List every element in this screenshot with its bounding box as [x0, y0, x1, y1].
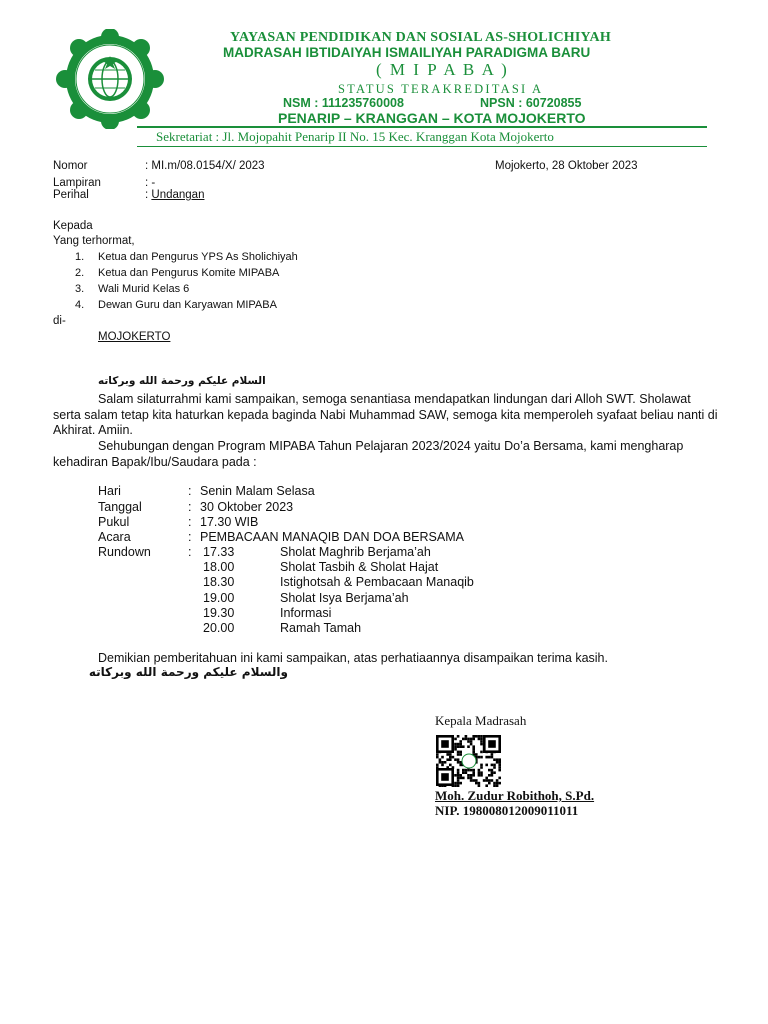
recipient-city: MOJOKERTO	[98, 331, 171, 343]
paragraph-1-line-2: serta salam tetap kita haturkan kepada baginda Nabi Muhammad SAW, semoga kita memperoleh syafaat beliau nanti di	[53, 408, 718, 422]
detail-colon: :	[188, 484, 192, 498]
acara-value: PEMBACAAN MANAQIB DAN DOA BERSAMA	[200, 530, 464, 544]
school-location: PENARIP – KRANGGAN – KOTA MOJOKERTO	[278, 110, 586, 126]
place-date: Mojokerto, 28 Oktober 2023	[495, 160, 638, 172]
foundation-name: YAYASAN PENDIDIKAN DAN SOSIAL AS-SHOLICHIYAH	[230, 30, 611, 45]
rundown-label: Rundown	[98, 545, 151, 559]
detail-colon: :	[188, 530, 192, 544]
paragraph-1-line-3: Akhirat. Amiin.	[53, 423, 133, 437]
school-logo	[55, 29, 165, 129]
rundown-time: 17.33	[203, 545, 235, 559]
signature-title: Kepala Madrasah	[435, 713, 527, 728]
detail-colon: :	[188, 515, 192, 529]
globe-star-emblem-icon	[55, 29, 165, 129]
rundown-time: 19.30	[203, 606, 235, 620]
paragraph-1-line-1: Salam silaturrahmi kami sampaikan, semoga senantiasa mendapatkan lindungan dari Alloh SWT. Sholawat	[98, 392, 691, 406]
nsm-number: NSM : 111235760008	[283, 96, 404, 110]
recipient-item: 2. Ketua dan Pengurus Komite MIPABA	[75, 267, 280, 279]
accreditation-status: STATUS TERAKREDITASI A	[338, 82, 544, 96]
qr-code-icon	[436, 735, 502, 787]
detail-colon: :	[188, 500, 192, 514]
closing-salam-arabic: والسلام عليكم ورحمة الله وبركاته	[88, 665, 288, 679]
header-divider	[137, 126, 707, 128]
rundown-activity: Sholat Tasbih & Sholat Hajat	[280, 560, 439, 574]
rundown-time: 18.00	[203, 560, 235, 574]
pukul-value: 17.30 WIB	[200, 515, 259, 529]
nomor-value: : MI.m/08.0154/X/ 2023	[145, 160, 265, 172]
lampiran-label: Lampiran	[53, 177, 101, 189]
rundown-time: 20.00	[203, 621, 235, 635]
paragraph-2-line-2: kehadiran Bapak/Ibu/Saudara pada :	[53, 455, 257, 469]
rundown-activity: Sholat Isya Berjama’ah	[280, 591, 409, 605]
rundown-time: 19.00	[203, 591, 235, 605]
school-abbrev: ( M I P A B A )	[376, 60, 509, 79]
hari-value: Senin Malam Selasa	[200, 484, 315, 498]
perihal-text: Undangan	[151, 189, 205, 201]
lampiran-value: : -	[145, 177, 156, 189]
signatory-nip: NIP. 198008012009011011	[435, 803, 579, 818]
recipient-item: 3. Wali Murid Kelas 6	[75, 283, 190, 295]
nomor-label: Nomor	[53, 160, 88, 172]
perihal-value	[145, 189, 204, 201]
acara-label: Acara	[98, 530, 131, 544]
paragraph-2-line-1: Sehubungan dengan Program MIPABA Tahun Pelajaran 2023/2024 yaitu Do’a Bersama, kami mengharap	[98, 439, 684, 453]
opening-salam-arabic: السلام عليكم ورحمة الله وبركاته	[98, 375, 266, 387]
rundown-activity: Sholat Maghrib Berjama’ah	[280, 545, 431, 559]
rundown-time: 18.30	[203, 575, 235, 589]
recipient-item: 1. Ketua dan Pengurus YPS As Sholichiyah	[75, 251, 298, 263]
perihal-colon: :	[145, 189, 152, 201]
detail-colon: :	[188, 545, 192, 559]
perihal-label: Perihal	[53, 189, 89, 201]
rundown-activity: Informasi	[280, 606, 332, 620]
tanggal-label: Tanggal	[98, 500, 142, 514]
yang-terhormat: Yang terhormat,	[53, 235, 135, 247]
secretariat-address: Sekretariat : Jl. Mojopahit Penarip II No. 15 Kec. Kranggan Kota Mojokerto	[156, 129, 554, 144]
npsn-number: NPSN : 60720855	[480, 96, 582, 110]
school-name: MADRASAH IBTIDAIYAH ISMAILIYAH PARADIGMA BARU	[223, 45, 591, 60]
qr-code-graphic	[436, 735, 502, 787]
di-label: di-	[53, 315, 66, 327]
rundown-activity: Istighotsah & Pembacaan Manaqib	[280, 575, 474, 589]
recipient-item: 4. Dewan Guru dan Karyawan MIPABA	[75, 299, 277, 311]
pukul-label: Pukul	[98, 515, 130, 529]
kepada-label: Kepada	[53, 220, 93, 232]
rundown-activity: Ramah Tamah	[280, 621, 362, 635]
hari-label: Hari	[98, 484, 121, 498]
signatory-name: Moh. Zudur Robithoh, S.Pd.	[435, 788, 595, 803]
closing-text: Demikian pemberitahuan ini kami sampaikan, atas perhatiaannya disampaikan terima kasih.	[98, 651, 608, 665]
header-divider-bottom	[137, 146, 707, 147]
tanggal-value: 30 Oktober 2023	[200, 500, 294, 514]
